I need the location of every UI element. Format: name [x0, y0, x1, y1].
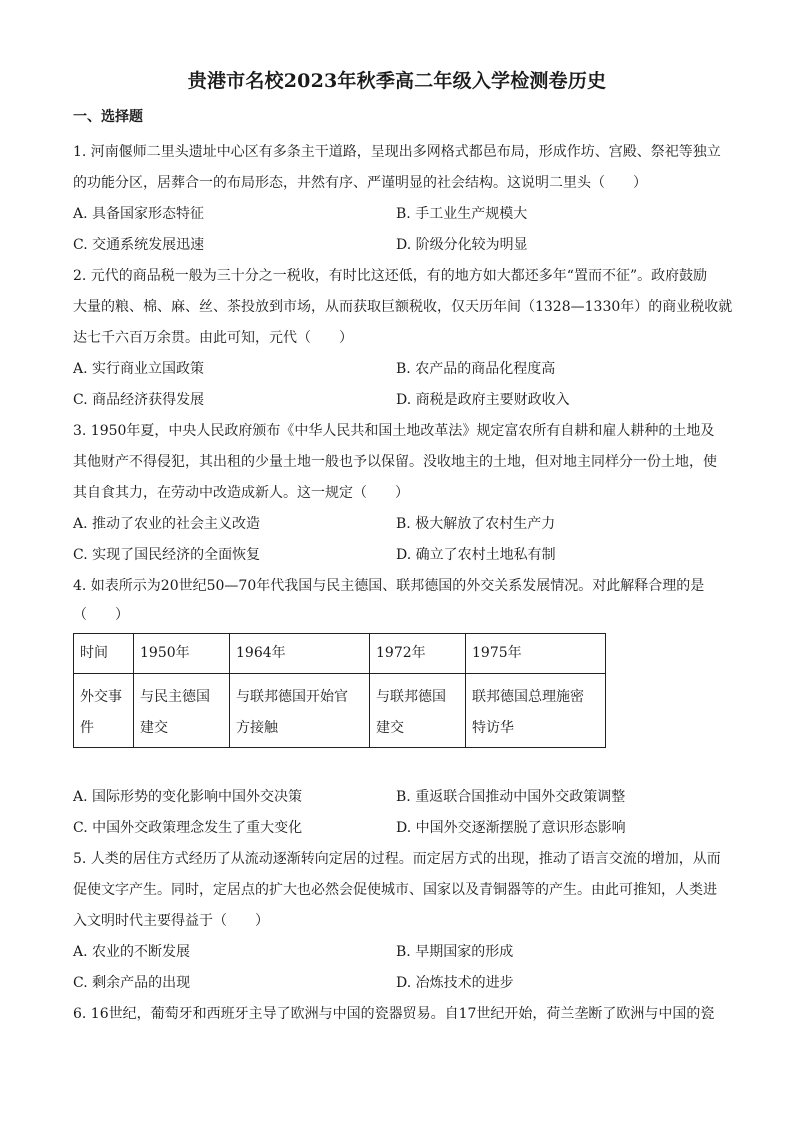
- q4-option-c: C. 中国外交政策理念发生了重大变化: [73, 820, 303, 836]
- table-cell-line: 联邦德国总理施密: [472, 689, 584, 705]
- q3-line-2: 其他财产不得侵犯，其出租的少量土地一般也予以保留。没收地主的土地，但对地主同样分一份土地，使: [73, 454, 717, 470]
- q6-line-1: 6. 16世纪，葡萄牙和西班牙主导了欧洲与中国的瓷器贸易。自17世纪开始，荷兰垄断了欧洲与中国的瓷: [73, 1006, 715, 1022]
- q4-option-d: D. 中国外交逐渐摆脱了意识形态影响: [396, 820, 626, 836]
- q1-option-b: B. 手工业生产规模大: [396, 206, 528, 222]
- table-row-label: [74, 674, 134, 748]
- q4-option-a: A. 国际形势的变化影响中国外交决策: [73, 789, 303, 805]
- table-header-cell: 1975年: [466, 634, 606, 674]
- section-heading: 一、选择题: [73, 109, 143, 125]
- table-cell-line: 建交: [140, 720, 168, 736]
- q5-option-a: A. 农业的不断发展: [73, 944, 191, 960]
- q4-line-1: 4. 如表所示为20世纪50—70年代我国与民主德国、联邦德国的外交关系发展情况。对此解释合理的是: [73, 578, 705, 594]
- q5-line-3: 入文明时代主要得益于（ ）: [73, 913, 269, 929]
- diplomacy-table: [73, 633, 606, 748]
- table-header-cell: 1964年: [230, 634, 370, 674]
- table-cell: [466, 674, 606, 748]
- q2-line-2: 大量的粮、棉、麻、丝、茶投放到市场，从而获取巨额税收，仅天历年间（1328—1330年）的商业税收就: [73, 299, 733, 315]
- q5-option-b: B. 早期国家的形成: [396, 944, 514, 960]
- table-cell-line: 与联邦德国开始官: [236, 689, 348, 705]
- q5-option-c: C. 剩余产品的出现: [73, 975, 191, 991]
- q2-option-d: D. 商税是政府主要财政收入: [396, 392, 570, 408]
- q5-option-d: D. 冶炼技术的进步: [396, 975, 514, 991]
- table-cell: [134, 674, 230, 748]
- q1-line-1: 1. 河南偃师二里头遗址中心区有多条主干道路，呈现出多网格式都邑布局，形成作坊、宫殿、祭祀等独立: [73, 144, 721, 160]
- q3-line-3: 其自食其力，在劳动中改造成新人。这一规定（ ）: [73, 485, 409, 501]
- q3-option-c: C. 实现了国民经济的全面恢复: [73, 547, 261, 563]
- q2-line-1: 2. 元代的商品税一般为三十分之一税收，有时比这还低，有的地方如大都还多年“置而不征”。政府鼓励: [73, 268, 708, 284]
- q5-line-1: 5. 人类的居住方式经历了从流动逐渐转向定居的过程。而定居方式的出现，推动了语言交流的增加，从而: [73, 851, 721, 867]
- q1-option-c: C. 交通系统发展迅速: [73, 237, 205, 253]
- table-header-cell: 1972年: [370, 634, 466, 674]
- table-header-row: [74, 634, 606, 674]
- table-cell-line: 与民主德国: [140, 689, 210, 705]
- q2-option-c: C. 商品经济获得发展: [73, 392, 205, 408]
- table-cell-line: 外交事: [80, 689, 122, 705]
- q4-line-2: （ ）: [73, 607, 129, 623]
- q1-line-2: 的功能分区，居葬合一的布局形态，井然有序、严谨明显的社会结构。这说明二里头（ ）: [73, 175, 647, 191]
- q3-option-b: B. 极大解放了农村生产力: [396, 516, 556, 532]
- table-header-cell: 1950年: [134, 634, 230, 674]
- q1-option-d: D. 阶级分化较为明显: [396, 237, 528, 253]
- table-row: [74, 674, 606, 748]
- q5-line-2: 促使文字产生。同时，定居点的扩大也必然会促使城市、国家以及青铜器等的产生。由此可推知，人类进: [73, 882, 717, 898]
- page-title: 贵港市名校2023年秋季高二年级入学检测卷历史: [187, 70, 607, 92]
- table-cell: [370, 674, 466, 748]
- table-cell-line: 件: [80, 720, 94, 736]
- q1-option-a: A. 具备国家形态特征: [73, 206, 205, 222]
- q3-option-d: D. 确立了农村土地私有制: [396, 547, 556, 563]
- table-cell-line: 建交: [376, 720, 404, 736]
- table-cell: [230, 674, 370, 748]
- q2-option-b: B. 农产品的商品化程度高: [396, 361, 556, 377]
- q3-line-1: 3. 1950年夏，中央人民政府颁布《中华人民共和国土地改革法》规定富农所有自耕和雇人耕种的土地及: [73, 423, 715, 439]
- table-cell-line: 与联邦德国: [376, 689, 446, 705]
- table-cell-line: 方接触: [236, 720, 278, 736]
- table-cell-line: 特访华: [472, 720, 514, 736]
- table-header-cell: 时间: [74, 634, 134, 674]
- q2-line-3: 达七千六百万余贯。由此可知，元代（ ）: [73, 330, 353, 346]
- q4-option-b: B. 重返联合国推动中国外交政策调整: [396, 789, 626, 805]
- q3-option-a: A. 推动了农业的社会主义改造: [73, 516, 261, 532]
- q2-option-a: A. 实行商业立国政策: [73, 361, 205, 377]
